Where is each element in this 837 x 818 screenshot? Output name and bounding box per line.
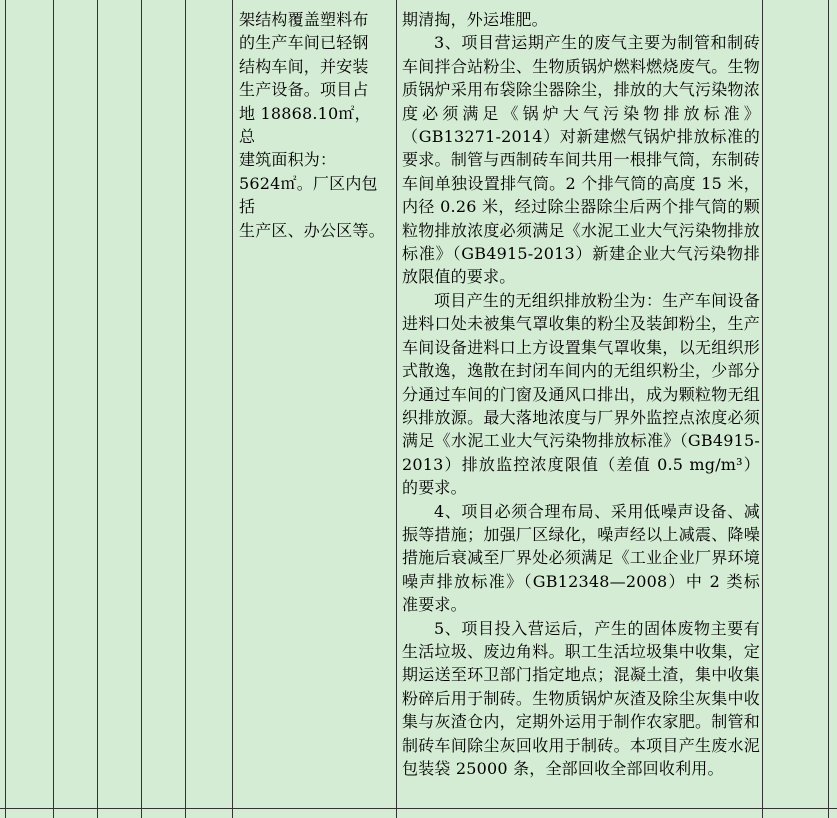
project-description-cell (239, 8, 387, 242)
project-description-line: 5624㎡。厂区内包括 (239, 173, 378, 217)
project-description-line: 结构车间，并安装 (239, 56, 369, 76)
project-description-line: 架结构覆盖塑料布 (239, 10, 369, 29)
requirement-paragraph: 4、项目必须合理布局、采用低噪声设备、减振等措施；加强厂区绿化，噪声经以上减震、降噪措施后衰减至厂界处必须满足《工业企业厂界环境噪声排放标准》（GB12348—2008）中 2 类标准要求。 (402, 501, 760, 615)
project-description-line: 建筑面积为： (239, 150, 337, 170)
column-border (53, 0, 54, 818)
requirement-paragraph: 项目产生的无组织排放粉尘为：生产车间设备进料口处未被集气罩收集的粉尘及装卸粉尘，生产车间设备进料口上方设置集气罩收集，以无组织形式散逸，逸散在封闭车间内的无组织粉尘，少部分分通过车间的门窗及通风口排出，成为颗粒物无组织排放源。最大落地浓度与厂界外监控点浓度必须满足《水泥工业大气污染物排放标准》（GB4915-2013）排放监控浓度限值（差值 0.5 mg/m³）的要求。 (402, 290, 760, 498)
column-border (828, 0, 829, 818)
column-border (396, 0, 397, 818)
project-description-line: 的生产车间已轻钢 (239, 33, 369, 53)
column-border (5, 0, 6, 818)
column-border (232, 0, 233, 818)
environmental-requirements-cell (402, 8, 760, 780)
column-border (97, 0, 98, 818)
requirement-paragraph: 3、项目营运期产生的废气主要为制管和制砖车间拌合站粉尘、生物质锅炉燃料燃烧废气。生物质锅炉采用布袋除尘器除尘，排放的大气污染物浓度必须满足《锅炉大气污染物排放标准》（GB13271-2014）对新建燃气锅炉排放标准的要求。制管与西制砖车间共用一根排气筒，东制砖车间单独设置排气筒。2 个排气筒的高度 15 米，内径 0.26 米，经过除尘器除尘后两个排气筒的颗粒物排放浓度必须满足《水泥工业大气污染物排放标准》（GB4915-2013）新建企业大气污染物排放限值的要求。 (402, 33, 760, 287)
requirement-paragraph: 期清掏，外运堆肥。 (402, 10, 548, 29)
column-border (141, 0, 142, 818)
column-border (185, 0, 186, 818)
project-description-line: 生产设备。项目占 (239, 80, 369, 100)
project-description-line: 生产区、办公区等。 (239, 220, 385, 240)
requirement-paragraph: 5、项目投入营运后，产生的固体废物主要有生活垃圾、废边角料。职工生活垃圾集中收集，定期运送至环卫部门指定地点；混凝土渣，集中收集粉碎后用于制砖。生物质锅炉灰渣及除尘灰集中收集与灰渣仓内，定期外运用于制作农家肥。制管和制砖车间除尘灰回收用于制砖。本项目产生废水泥包装袋 25000 条，全部回收全部回收利用。 (402, 618, 760, 778)
column-border (762, 0, 763, 818)
project-description-line: 地 18868.10㎡，总 (239, 103, 371, 147)
row-border (0, 808, 837, 809)
